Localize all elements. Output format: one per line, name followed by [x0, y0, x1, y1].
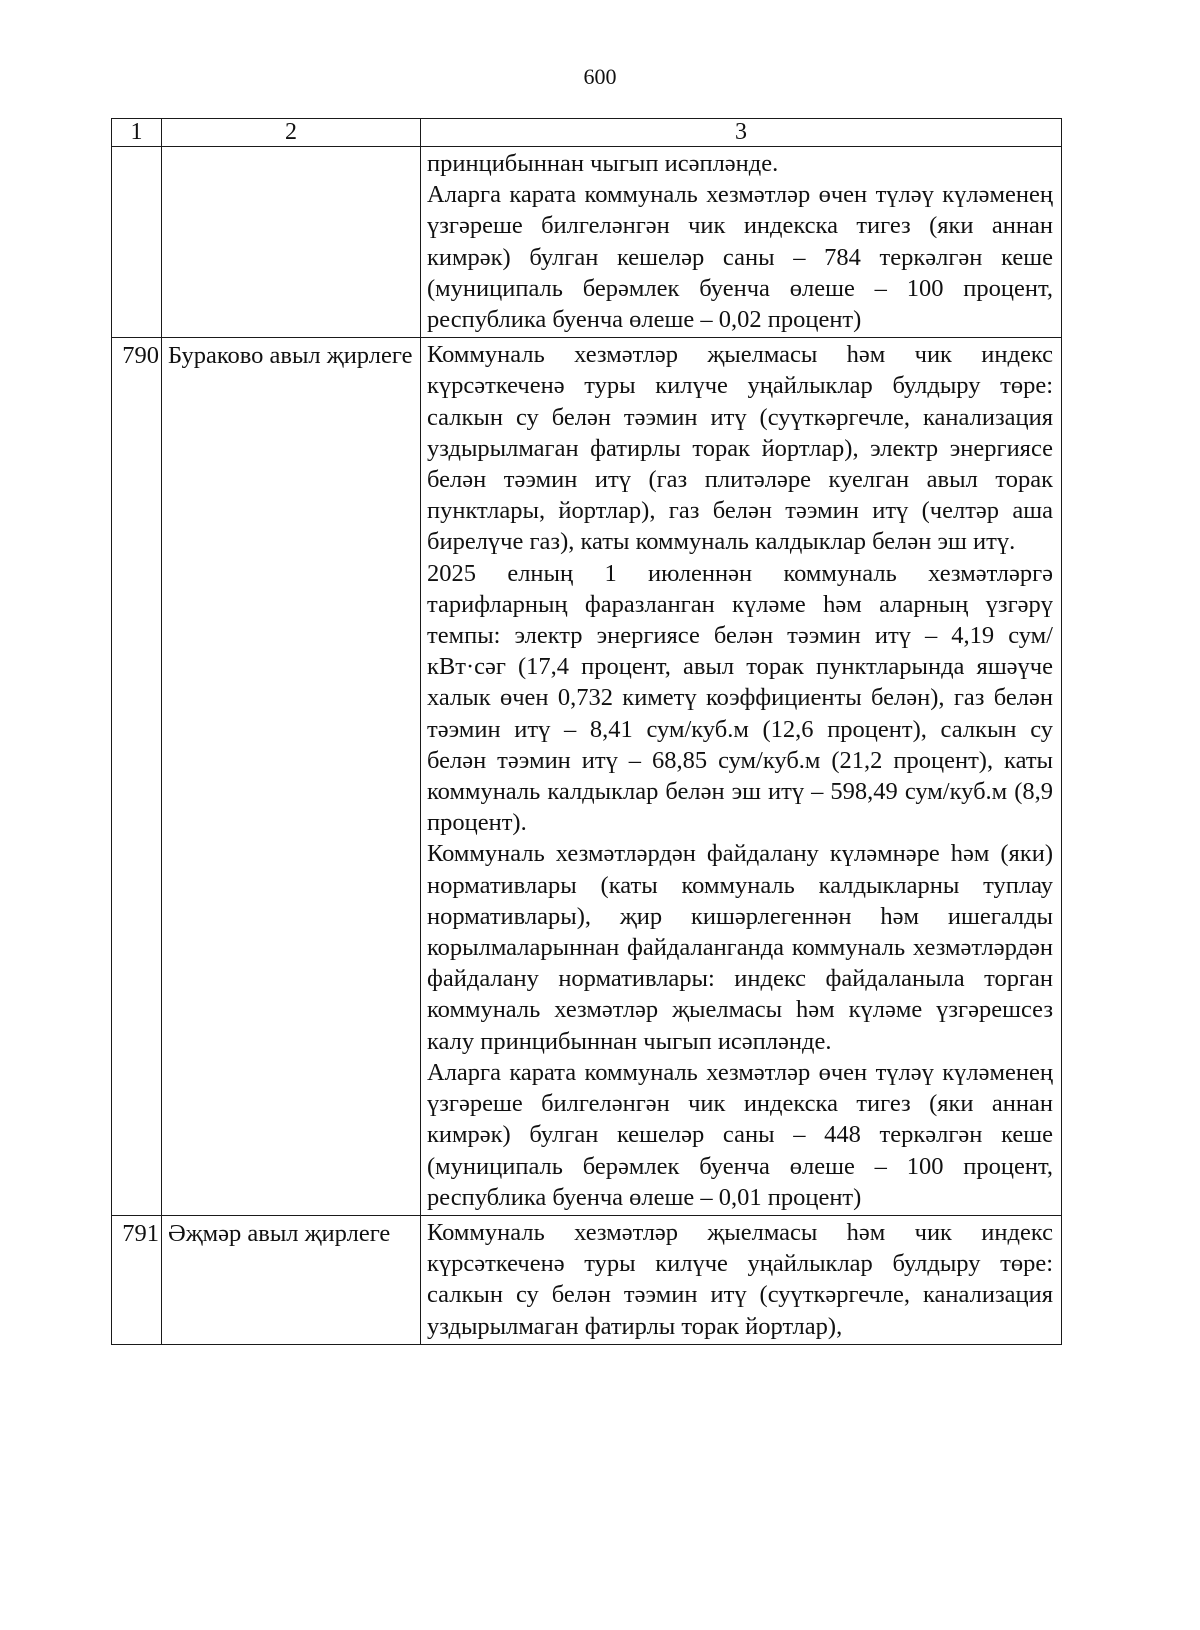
settlement-name-cell: Бураково авыл җирлеге — [162, 338, 421, 1216]
table-row — [112, 1215, 1062, 1344]
settlement-name-cell: Әҗмәр авыл җирлеге — [162, 1215, 421, 1344]
table-header-row — [112, 119, 1062, 147]
description-paragraph: Аларга карата коммуналь хезмәтләр өчен түләү күләменең үзгәреше билгеләнгән чик индекска тигез (яки аннан кимрәк) булган кешеләр саны – 448 теркәлгән кеше (муниципаль берәмлек буенча өлеше – 100 процент, республика буенча өлеше – 0,01 процент) — [427, 1058, 1053, 1211]
row-number-cell: 791 — [112, 1215, 162, 1344]
page-number: 600 — [583, 64, 617, 89]
column-header-1: 1 — [112, 119, 162, 147]
row-number-cell: 790 — [112, 338, 162, 1216]
table-row — [112, 147, 1062, 338]
column-header-3: 3 — [421, 119, 1062, 147]
description-paragraph: Коммуналь хезмәтләр җыелмасы һәм чик индекс күрсәткеченә туры килүче уңайлыклар булдыру төре: салкын су белән тәэмин итү (суүткәргечле, канализация уздырылмаган фатирлы торак йортлар), электр энергиясе белән тәэмин итү (газ плитәләре куелган авыл торак пунктлары, йортлар), газ белән тәэмин итү (челтәр аша бирелүче газ), каты коммуналь калдыклар белән эш итү. — [427, 341, 1053, 556]
description-cell — [421, 147, 1062, 338]
description-cell — [421, 338, 1062, 1216]
description-paragraph: Коммуналь хезмәтләр җыелмасы һәм чик индекс күрсәткеченә туры килүче уңайлыклар булдыру төре: салкын су белән тәэмин итү (суүткәргечле, канализация уздырылмаган фатирлы торак йортлар), — [427, 1218, 1053, 1340]
description-paragraph: 2025 елның 1 июленнән коммуналь хезмәтләргә тарифларның фаразланган күләме һәм аларның үзгәрү темпы: электр энергиясе белән тәэмин итү – 4,19 сум/кВт·сәг (17,4 процент, авыл торак пунктларында яшәүче халык өчен 0,732 киметү коэффициенты белән), газ белән тәэмин итү – 8,41 сум/куб.м (12,6 процент), салкын су белән тәэмин итү – 68,85 сум/куб.м (21,2 процент), каты коммуналь калдыклар белән эш итү – 598,49 сум/куб.м (8,9 процент). — [427, 559, 1053, 837]
municipal-tariff-table — [111, 118, 1062, 1345]
description-cell — [421, 1215, 1062, 1344]
table-row — [112, 338, 1062, 1216]
description-paragraph: Аларга карата коммуналь хезмәтләр өчен түләү күләменең үзгәреше билгеләнгән чик индекска тигез (яки аннан кимрәк) булган кешеләр саны – 784 теркәлгән кеше (муниципаль берәмлек буенча өлеше – 100 процент, республика буенча өлеше – 0,02 процент) — [427, 181, 1053, 334]
row-number-cell — [112, 147, 162, 338]
description-paragraph: принцибыннан чыгып исәпләнде. — [427, 150, 779, 177]
column-header-2: 2 — [162, 119, 421, 147]
description-paragraph: Коммуналь хезмәтләрдән файдалану күләмнәре һәм (яки) нормативлары (каты коммуналь калдыкларны туплау нормативлары), җир кишәрлегеннән һәм ишегалды корылмаларыннан файдаланганда коммуналь хезмәтләрдән файдалану нормативлары: индекс файдаланыла торган коммуналь хезмәтләр җыелмасы һәм күләме үзгәрешсез калу принцибыннан чыгып исәпләнде. — [427, 840, 1053, 1055]
settlement-name-cell — [162, 147, 421, 338]
